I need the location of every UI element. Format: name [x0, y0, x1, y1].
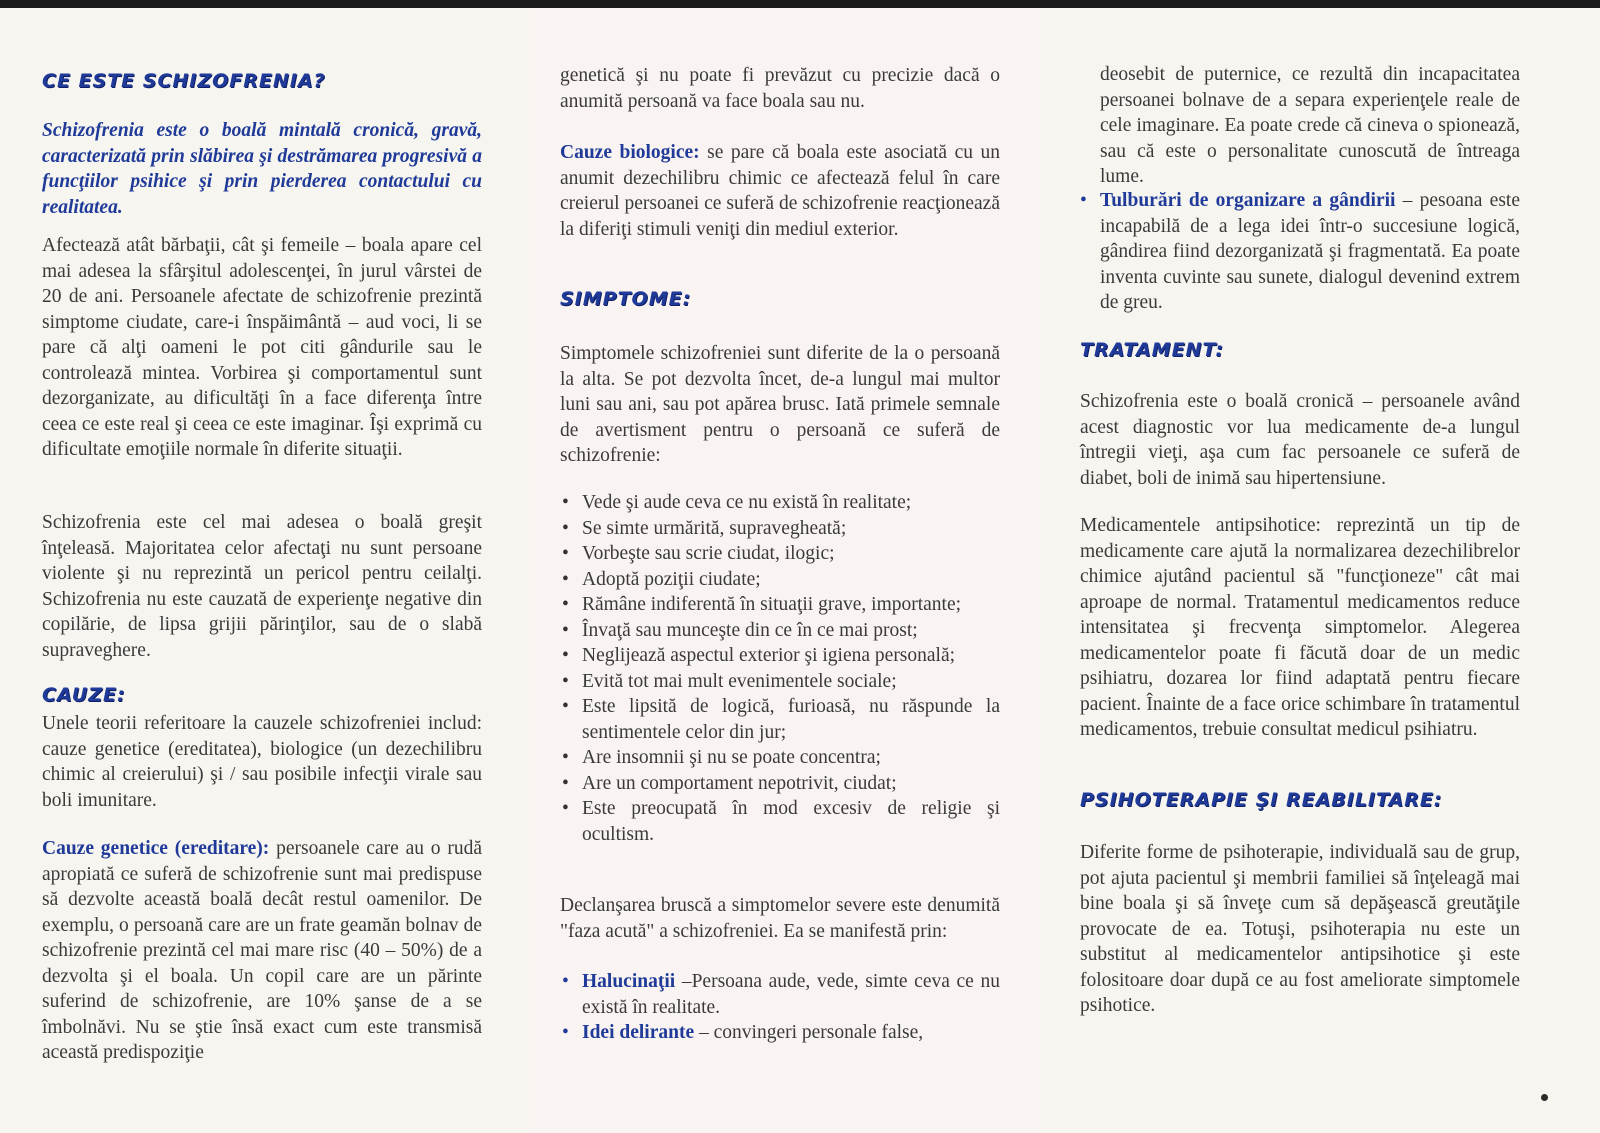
acute-item-idei-delirante: [560, 1020, 1000, 1046]
label-idei-delirante: Idei delirante: [582, 1022, 695, 1043]
text-idei-delirante: – convingeri personale false,: [694, 1022, 924, 1043]
paragraph-antipsihotice: Medicamentele antipsihotice: reprezintă un tip de medicamente care ajută la normalizarea dezechilibrelor chimice ajutând pacientul să "funcţioneze" cât mai aproape de normal. Tratamentul medicamentos reduce intensitatea şi frecvenţa simptomelor. Alegerea medicamentelor poate fi făcută doar de un medic psihiatru, dozarea lor fiind adaptată pentru fiecare pacient. Înainte de a face orice schimbare în tratamentul medicamentos, trebuie consultat medicul psihiatru.: [1080, 515, 1520, 740]
symptom-item: • Rămâne indiferentă în situaţii grave, importante;: [560, 592, 1000, 618]
text-cauze-biologice: se pare că boala este asociată cu un anumit dezechilibru chimic ce afectează felul în care creierul persoanei ce suferă de schizofrenie reacţionează la diferiţi stimuli veniţi din mediul exterior.: [560, 142, 1000, 240]
heading-cauze: CAUZE:: [42, 684, 126, 706]
text-tulburari-gandire: – pesoana este incapabilă de a lega idei într-o succesiune logică, gândirea fiind dezorganizată şi fragmentată. Ea poate inventa cuvinte sau sunete, dialogul devenind extrem de greu.: [1100, 190, 1520, 313]
symptom-item: • Are insomnii şi nu se poate concentra;: [560, 745, 1000, 771]
acute-phase-list: [560, 969, 1000, 1046]
text-halucinatii: –Persoana aude, vede, simte ceva ce nu există în realitate.: [582, 971, 1000, 1018]
paragraph-declansarea: Declanşarea bruscă a simptomelor severe este denumită "faza acută" a schizofreniei. Ea se manifestă prin:: [560, 895, 1000, 942]
symptom-list: [560, 490, 1000, 847]
corner-dot: [1541, 1094, 1548, 1101]
heading-tratament: TRATAMENT:: [1080, 339, 1224, 361]
symptom-item: • Neglijează aspectul exterior şi igiena personală;: [560, 643, 1000, 669]
label-halucinatii: Halucinaţii: [582, 971, 676, 992]
paragraph-afecteaza: Afectează atât bărbaţii, cât şi femeile – boala apare cel mai adesea la sfârşitul adolescenţei, în jurul vârstei de 20 de ani. Persoanele afectate de schizofrenie prezintă simptome ciudate, care-i înspăimântă – aud voci, li se pare că alţi oameni le pot citi gândurile sau le controlează mintea. Vorbirea şi comportamentul sunt dezorganizate, au dificultăţi în a face diferenţa între ceea ce este real şi ceea ce este imaginar. Îşi exprimă cu dificultate emoţiile normale în diferite situaţii.: [42, 235, 482, 460]
symptom-item: • Are un comportament nepotrivit, ciudat;: [560, 771, 1000, 797]
heading-psihoterapie: PSIHOTERAPIE ŞI REABILITARE:: [1080, 789, 1443, 811]
thought-disorder-list: [1078, 188, 1520, 316]
symptom-item: • Vede şi aude ceva ce nu există în realitate;: [560, 490, 1000, 516]
paragraph-cauze-genetice: [42, 836, 482, 1066]
paragraph-boala-cronica: Schizofrenia este o boală cronică – persoanele având acest diagnostic vor lua medicamente de-a lungul întregii vieţi, aşa cum fac persoanele ce suferă de diabet, boli de inimă sau hipertensiune.: [1080, 391, 1520, 489]
heading-simptome: SIMPTOME:: [560, 288, 692, 310]
heading-ce-este: CE ESTE SCHIZOFRENIA?: [42, 70, 326, 92]
paragraph-simptomele: Simptomele schizofreniei sunt diferite de la o persoană la alta. Se pot dezvolta încet, de-a lungul mai multor luni sau ani, sau pot apărea brusc. Iată primele semnale de avertisment pentru o persoană ce suferă de schizofrenie:: [560, 343, 1000, 466]
paragraph-teorii: Unele teorii referitoare la cauzele schizofreniei includ: cauze genetice (ereditatea), biologice (un dezechilibru chimic al creierului) şi / sau posibile infecţii virale sau boli imunitare.: [42, 713, 482, 811]
label-cauze-biologice: Cauze biologice:: [560, 142, 700, 163]
acute-item-halucinatii: [560, 969, 1000, 1020]
top-edge-bar: [0, 0, 1600, 8]
paragraph-genetica-cont: genetică şi nu poate fi prevăzut cu precizie dacă o anumită persoană va face boala sau nu.: [560, 65, 1000, 112]
lead-definition: Schizofrenia este o boală mintală cronică, gravă, caracterizată prin slăbirea şi destrămarea progresivă a funcţiilor psihice şi prin pierderea contactului cu realitatea.: [42, 120, 482, 218]
text-cauze-genetice: persoanele care au o rudă apropiată ce suferă de schizofrenie sunt mai predispuse să dezvolte această boală decât restul oamenilor. De exemplu, o persoană care are un frate geamăn bolnav de schizofrenie prezintă cel mai mare risc (40 – 50%) de a dezvolta şi el boala. Un copil care are un părinte suferind de schizofrenie, are 10% şanse de a se îmbolnăvi. Nu se ştie însă exact cum este transmisă această predispoziţie: [42, 838, 482, 1063]
symptom-item: • Este lipsită de logică, furioasă, nu răspunde la sentimentele celor din jur;: [560, 694, 1000, 745]
item-tulburari-gandire: [1078, 188, 1520, 316]
symptom-item: • Se simte urmărită, supravegheată;: [560, 516, 1000, 542]
label-tulburari-gandire: Tulburări de organizare a gândirii: [1100, 190, 1396, 211]
symptom-item: • Evită tot mai mult evenimentele sociale;: [560, 669, 1000, 695]
paragraph-gresit-inteleasa: Schizofrenia este cel mai adesea o boală greşit înţeleasă. Majoritatea celor afectaţi nu sunt persoane violente şi nu reprezintă un pericol pentru ceilalţi. Schizofrenia nu este cauzată de experienţe negative din copilărie, de lipsa grijii părinţilor, sau de o slabă supraveghere.: [42, 512, 482, 661]
symptom-item: • Învaţă sau munceşte din ce în ce mai prost;: [560, 618, 1000, 644]
symptom-item: • Este preocupată în mod excesiv de religie şi ocultism.: [560, 796, 1000, 847]
symptom-item: • Vorbeşte sau scrie ciudat, ilogic;: [560, 541, 1000, 567]
paragraph-idei-delirante-cont: deosebit de puternice, ce rezultă din incapacitatea persoanei bolnave de a separa experienţele reale de cele imaginare. Ea poate crede că cineva o spionează, sau că este o personalitate cunoscută de întreaga lume.: [1100, 64, 1520, 187]
paragraph-psihoterapie: Diferite forme de psihoterapie, individuală sau de grup, pot ajuta pacientul şi membrii familiei să înţeleagă mai bine boala şi să înveţe cum să depăşească greutăţile provocate de ea. Totuşi, psihoterapia nu este un substitut al medicamentelor antipsihotice şi este folositoare doar după ce au fost ameliorate simptomele psihotice.: [1080, 842, 1520, 1016]
label-cauze-genetice: Cauze genetice (ereditare):: [42, 838, 270, 859]
paragraph-cauze-biologice: [560, 140, 1000, 242]
symptom-item: • Adoptă poziţii ciudate;: [560, 567, 1000, 593]
